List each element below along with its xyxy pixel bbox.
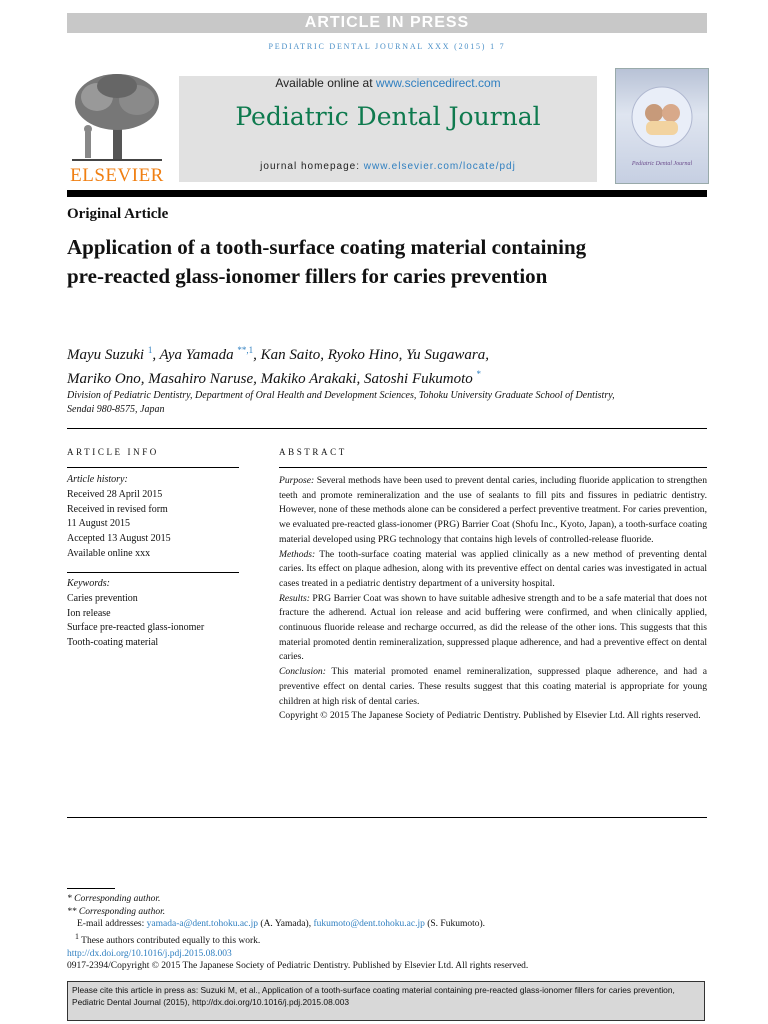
keywords [67,577,239,651]
email-name-fukumoto: (S. Fukumoto). [424,919,486,930]
equal-contribution-mark: 1 [75,931,79,941]
available-online [179,76,597,90]
abstract-header: ABSTRACT [279,447,347,457]
email-prefix: E-mail addresses: [77,919,147,930]
abstract-rule [279,467,707,468]
results-text: PRG Barrier Coat was shown to have suitable adhesive strength and to be a safe material that does not fracture the adherend. Actual ion release and acid buffering were confirmed, and when clinically applied, continuous fluoride release and recharge occurred, as did the release of the other ions. This suggests that this material promoted dentin remineralization, suppressed plaque adherence, and had a preventive effect on dental caries. [279,592,707,663]
abstract-purpose [279,474,707,548]
email-addresses [67,918,707,931]
journal-title: Pediatric Dental Journal [235,102,541,131]
email-link-fukumoto[interactable]: fukumoto@dent.tohoku.ac.jp [313,919,425,930]
citation-box: Please cite this article in press as: Suzuki M, et al., Application of a tooth-surface coating material containing pre-reacted glass-ionomer fillers for caries prevention, Pediatric Dental Journal (2015), http://dx.doi.org/10.1016/j.pdj.2015.08.003 [67,981,705,1021]
abstract-body [279,474,707,724]
sciencedirect-link[interactable]: www.sciencedirect.com [375,76,501,90]
email-name-yamada: (A. Yamada), [258,919,314,930]
corresponding-author-1: * Corresponding author. [67,894,161,904]
history-item: Received 28 April 2015 [67,488,163,500]
corresponding-author-2: ** Corresponding author. [67,906,166,917]
results-label: Results: [279,592,310,604]
article-type: Original Article [67,206,169,222]
section-divider [67,428,707,429]
methods-text: The tooth-surface coating material was applied clinically as a new method of preventing dental caries. Its effect on plaque adhesion, along with its preventive effect on dental caries was investigated in actual cases treated in a pediatric dentistry department of a university hospital. [279,548,707,589]
article-info-header: ARTICLE INFO [67,447,159,457]
abstract-end-rule [67,817,707,818]
article-history [67,473,239,562]
author-1-note[interactable]: 1 [147,345,153,355]
article-in-press-banner: ARTICLE IN PRESS [67,13,707,33]
methods-label: Methods: [279,548,316,560]
issn-copyright: 0917-2394/Copyright © 2015 The Japanese Society of Pediatric Dentistry. Published by Elsevier Ltd. All rights reserved. [67,961,529,972]
homepage-link[interactable]: www.elsevier.com/locate/pdj [363,161,516,172]
equal-contribution-note [67,931,707,948]
homepage-prefix: journal homepage: [260,161,364,172]
running-header: PEDIATRIC DENTAL JOURNAL XXX (2015) 1 7 [268,42,506,51]
history-label: Article history: [67,474,128,485]
authors-3: , Kan Saito, Ryoko Hino, Yu Sugawara, [253,347,489,363]
abstract-copyright: Copyright © 2015 The Japanese Society of Pediatric Dentistry. Published by Elsevier Ltd. All rights reserved. [279,710,701,722]
conclusion-label: Conclusion: [279,666,326,678]
history-item: 11 August 2015 [67,518,130,530]
footnotes [67,893,707,973]
available-prefix: Available online at [275,76,376,90]
history-item: Available online xxx [67,547,151,559]
purpose-text: Several methods have been used to prevent dental caries, including fluoride application to strengthen teeth and promote remineralization and the use of sealants to fill pits and fissures in pediatric dentistry. However, none of these methods alone can be considered a perfect preventive treatment. For caries prevention, we evaluated pre-reacted glass-ionomer (PRG) Barrier Coat (Shofu Inc., Kyoto, Japan), a tooth-surface coating material developed using PRG technology that contains high levels of controlled-release fluoride. [279,475,707,545]
keywords-rule [67,572,239,573]
svg-text:Pediatric Dental Journal: Pediatric Dental Journal [631,161,693,167]
author-corresponding-note[interactable]: * [476,369,482,379]
abstract-results [279,592,707,666]
history-item: Received in revised form [67,503,168,515]
affiliation: Division of Pediatric Dentistry, Department of Oral Health and Development Sciences, Tohoku University Graduate School of Dentistry, Sendai 980-8575, Japan [67,390,615,415]
author-2: , Aya Yamada [152,347,238,363]
elsevier-wordmark: ELSEVIER [70,165,164,186]
author-2-note[interactable]: **,1 [237,345,254,355]
keyword-item: Ion release [67,607,111,619]
article-title: Application of a tooth-surface coating material containing pre-reacted glass-ionomer fillers for caries prevention [67,235,587,288]
history-item: Accepted 13 August 2015 [67,533,171,545]
footnote-rule [67,888,115,889]
author-1: Mayu Suzuki [67,347,148,363]
doi-link[interactable]: http://dx.doi.org/10.1016/j.pdj.2015.08.003 [67,948,232,959]
conclusion-text: This material promoted enamel remineralization, suppressed plaque adherence, and had a preventive effect on dental caries. These results suggest that this coating material is appropriate for young children at high risk of dental caries. [279,666,707,707]
journal-homepage [179,161,597,172]
purpose-label: Purpose: [279,475,315,486]
email-link-yamada[interactable]: yamada-a@dent.tohoku.ac.jp [146,919,259,930]
authors-4: Mariko Ono, Masahiro Naruse, Makiko Arakaki, Satoshi Fukumoto [67,371,477,387]
keywords-label: Keywords: [67,578,110,589]
equal-contribution-text: These authors contributed equally to this work. [78,935,261,946]
abstract-methods [279,548,707,592]
abstract-conclusion [279,665,707,709]
masthead-rule [67,190,707,197]
keyword-item: Tooth-coating material [67,637,159,649]
author-list [67,341,667,389]
keyword-item: Surface pre-reacted glass-ionomer [67,622,205,634]
article-info-rule [67,467,239,468]
keyword-item: Caries prevention [67,592,138,604]
journal-cover-image [615,68,709,184]
